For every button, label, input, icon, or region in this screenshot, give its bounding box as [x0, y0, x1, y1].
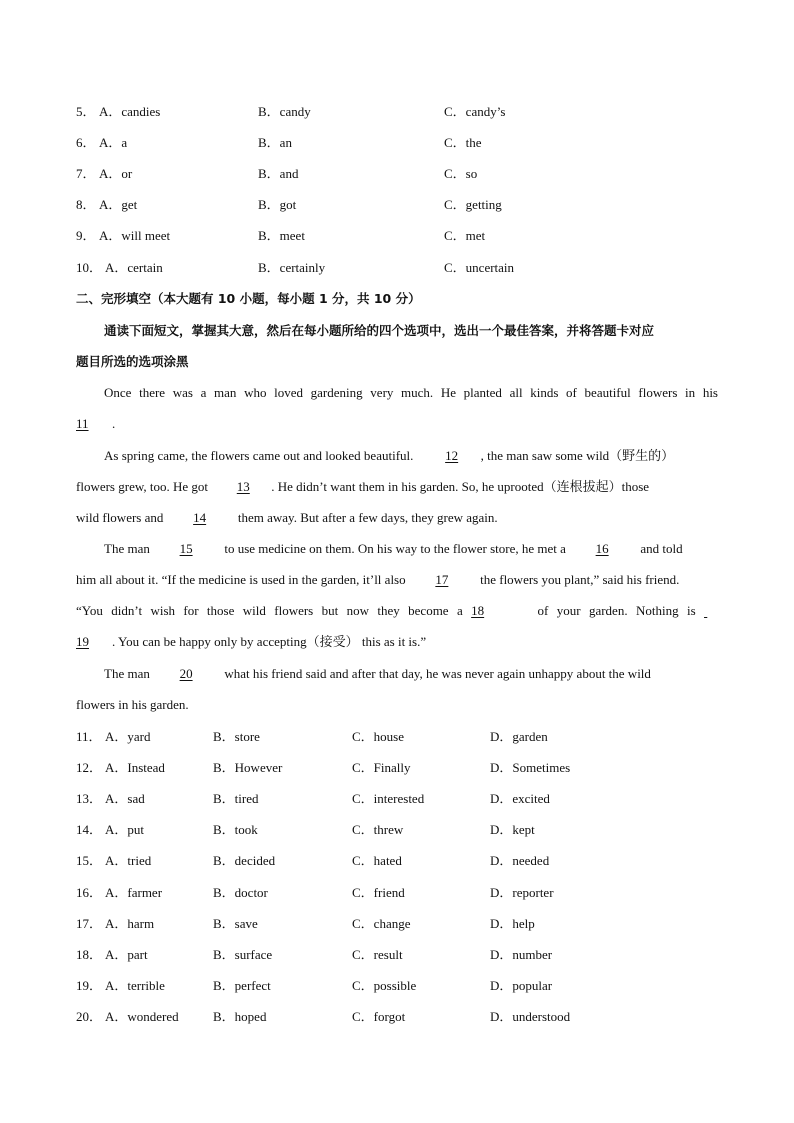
option-c: C．friend — [352, 885, 405, 900]
passage-line: 19 . You can be happy only by accepting（接受） this as it is.” — [76, 634, 427, 649]
blank-16: 16 — [595, 541, 609, 556]
option-a: A．or — [99, 166, 133, 181]
question-number: 10． — [76, 260, 103, 275]
option-b: B．surface — [213, 947, 273, 962]
question-number: 17． — [76, 916, 103, 931]
passage-line: Once there was a man who loved gardening very much. He planted all kinds of beautiful flowers in his — [104, 385, 718, 400]
passage-line: The man 15 to use medicine on them. On his way to the flower store, he met a 16 and told — [104, 541, 683, 556]
blank-17: 17 — [435, 572, 449, 587]
passage-line: wild flowers and 14 them away. But after a few days, they grew again. — [76, 510, 498, 525]
blank-11: 11 — [76, 416, 89, 431]
question-number: 20． — [76, 1009, 103, 1024]
instruction-line: 通读下面短文，掌握其大意，然后在每小题所给的四个选项中，选出一个最佳答案，并将答题卡对应 — [104, 323, 655, 338]
option-b: B．store — [213, 729, 260, 744]
option-c: C．interested — [352, 791, 425, 806]
option-a: A．put — [105, 822, 145, 837]
option-a: A．farmer — [105, 885, 163, 900]
question-number: 15． — [76, 853, 103, 868]
option-a: A．sad — [105, 791, 145, 806]
option-a: A．a — [99, 135, 128, 150]
option-c: C．Finally — [352, 760, 411, 775]
option-c: C．threw — [352, 822, 404, 837]
option-c: C．hated — [352, 853, 402, 868]
option-a: A．terrible — [105, 978, 165, 993]
option-c: C．house — [352, 729, 405, 744]
option-a: A．will meet — [99, 228, 171, 243]
option-b: B．an — [258, 135, 292, 150]
option-b: B．decided — [213, 853, 276, 868]
option-b: B．tired — [213, 791, 259, 806]
question-number: 7． — [76, 166, 96, 181]
option-c: C．the — [444, 135, 482, 150]
question-number: 11． — [76, 729, 102, 744]
option-b: B．took — [213, 822, 258, 837]
option-b: B．got — [258, 197, 297, 212]
option-d: D．kept — [490, 822, 535, 837]
question-number: 18． — [76, 947, 103, 962]
option-d: D．help — [490, 916, 535, 931]
option-a: A．candies — [99, 104, 161, 119]
option-b: B．certainly — [258, 260, 326, 275]
blank-20: 20 — [179, 666, 193, 681]
option-a: A．yard — [105, 729, 151, 744]
option-b: B．meet — [258, 228, 305, 243]
option-b: B．candy — [258, 104, 311, 119]
passage-line: “You didn’t wish for those wild flowers but now they become a 18 of your garden. Nothing is — [76, 603, 696, 618]
option-c: C．forgot — [352, 1009, 406, 1024]
option-b: B．However — [213, 760, 283, 775]
option-d: D．number — [490, 947, 553, 962]
blank-14: 14 — [193, 510, 207, 525]
option-a: A．certain — [105, 260, 163, 275]
blank-15: 15 — [179, 541, 193, 556]
option-c: C．possible — [352, 978, 417, 993]
option-d: D．excited — [490, 791, 550, 806]
option-d: D．needed — [490, 853, 550, 868]
question-number: 16． — [76, 885, 103, 900]
option-a: A．tried — [105, 853, 152, 868]
blank-19: 19 — [76, 634, 89, 649]
question-number: 14． — [76, 822, 103, 837]
option-a: A．part — [105, 947, 148, 962]
option-b: B．and — [258, 166, 299, 181]
option-d: D．garden — [490, 729, 548, 744]
section-title: 二、完形填空（本大题有 10 小题，每小题 1 分，共 10 分） — [76, 291, 421, 306]
option-d: D．popular — [490, 978, 553, 993]
option-a: A．Instead — [105, 760, 165, 775]
option-c: C．candy’s — [444, 104, 506, 119]
blank-12: 12 — [445, 448, 459, 463]
option-c: C．result — [352, 947, 403, 962]
question-number: 9． — [76, 228, 96, 243]
passage-line: The man 20 what his friend said and after that day, he was never again unhappy about the wild — [104, 666, 651, 681]
passage-line: As spring came, the flowers came out and looked beautiful. 12 , the man saw some wild（野生的） — [104, 448, 675, 463]
blank-18: 18 — [471, 603, 485, 618]
question-number: 8． — [76, 197, 96, 212]
option-b: B．perfect — [213, 978, 271, 993]
instruction-line: 题目所选的选项涂黑 — [76, 354, 189, 369]
option-b: B．doctor — [213, 885, 268, 900]
blank-13: 13 — [236, 479, 250, 494]
option-a: A．harm — [105, 916, 155, 931]
passage-line: flowers in his garden. — [76, 697, 189, 712]
question-number: 19． — [76, 978, 103, 993]
option-c: C．met — [444, 228, 486, 243]
option-c: C．so — [444, 166, 478, 181]
option-b: B．save — [213, 916, 258, 931]
option-d: D．Sometimes — [490, 760, 571, 775]
passage-line: 11 . — [76, 416, 116, 431]
option-a: A．get — [99, 197, 138, 212]
question-number: 6． — [76, 135, 96, 150]
passage-line: him all about it. “If the medicine is used in the garden, it’ll also 17 the flowers you plant,” said his friend. — [76, 572, 680, 587]
option-d: D．reporter — [490, 885, 554, 900]
option-a: A．wondered — [105, 1009, 179, 1024]
option-c: C．change — [352, 916, 411, 931]
option-c: C．uncertain — [444, 260, 515, 275]
question-number: 13． — [76, 791, 103, 806]
option-d: D．understood — [490, 1009, 571, 1024]
question-number: 5． — [76, 104, 96, 119]
option-b: B．hoped — [213, 1009, 267, 1024]
question-number: 12． — [76, 760, 103, 775]
option-c: C．getting — [444, 197, 502, 212]
passage-line: flowers grew, too. He got 13 . He didn’t want them in his garden. So, he uprooted（连根拔起）those — [76, 479, 650, 494]
